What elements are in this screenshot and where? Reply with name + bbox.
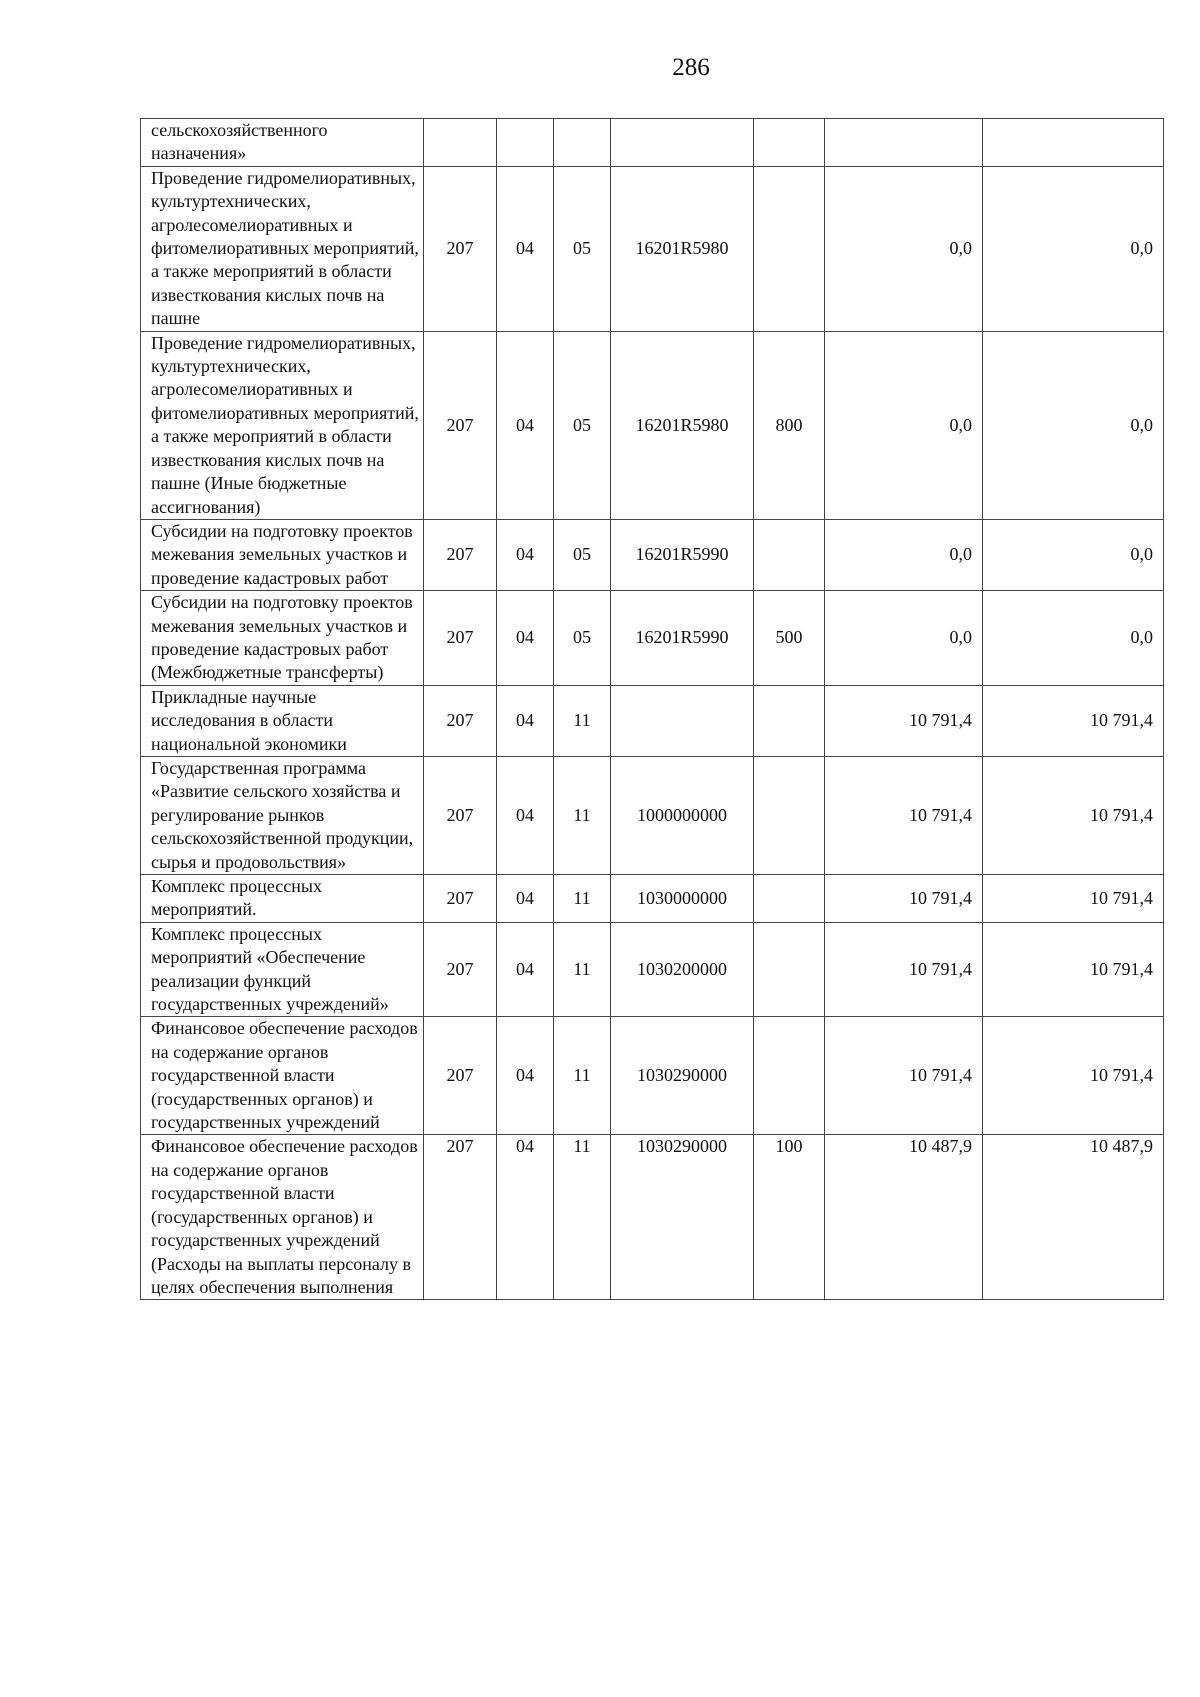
- row-pr: 11: [554, 1135, 611, 1300]
- row-sum2: 10 791,4: [983, 1017, 1164, 1135]
- row-ved: 207: [424, 922, 497, 1017]
- row-name: Проведение гидромелиоративных, культуртехнических, агролесомелиоративных и фитомелиоративных мероприятий, а также мероприятий в области известкования кислых почв на пашне: [141, 166, 424, 331]
- row-pr: [554, 119, 611, 167]
- row-ved: 207: [424, 591, 497, 686]
- row-csr: [611, 685, 754, 756]
- row-csr: 16201R5980: [611, 331, 754, 519]
- row-vr: 100: [754, 1135, 825, 1300]
- table-row: [141, 331, 1164, 519]
- row-csr: 16201R5980: [611, 166, 754, 331]
- row-sum2: [983, 119, 1164, 167]
- row-csr: 16201R5990: [611, 591, 754, 686]
- budget-table: [140, 118, 1164, 1300]
- row-vr: [754, 119, 825, 167]
- row-name: Финансовое обеспечение расходов на содержание органов государственной власти (государственных органов) и государственных учреждений (Расходы на выплаты персоналу в целях обеспечения выполнения: [141, 1135, 424, 1300]
- row-csr: 1000000000: [611, 756, 754, 874]
- table-row: [141, 922, 1164, 1017]
- row-csr: 1030200000: [611, 922, 754, 1017]
- row-vr: [754, 685, 825, 756]
- table-row: [141, 1135, 1164, 1300]
- row-vr: [754, 166, 825, 331]
- row-rz: 04: [497, 756, 554, 874]
- row-ved: [424, 119, 497, 167]
- row-pr: 05: [554, 166, 611, 331]
- row-vr: [754, 875, 825, 923]
- row-rz: 04: [497, 519, 554, 590]
- table-row: [141, 119, 1164, 167]
- row-ved: 207: [424, 875, 497, 923]
- row-name: Комплекс процессных мероприятий.: [141, 875, 424, 923]
- row-sum1: 10 487,9: [825, 1135, 983, 1300]
- row-rz: 04: [497, 166, 554, 331]
- row-pr: 11: [554, 756, 611, 874]
- row-sum2: 0,0: [983, 331, 1164, 519]
- row-name: Государственная программа «Развитие сельского хозяйства и регулирование рынков сельскохозяйственной продукции, сырья и продовольствия»: [141, 756, 424, 874]
- row-rz: 04: [497, 875, 554, 923]
- row-name: Субсидии на подготовку проектов межевания земельных участков и проведение кадастровых работ: [141, 519, 424, 590]
- row-rz: 04: [497, 591, 554, 686]
- row-rz: 04: [497, 1135, 554, 1300]
- row-sum1: 0,0: [825, 331, 983, 519]
- row-pr: 11: [554, 685, 611, 756]
- row-rz: 04: [497, 922, 554, 1017]
- table-row: [141, 875, 1164, 923]
- row-sum2: 10 487,9: [983, 1135, 1164, 1300]
- row-ved: 207: [424, 1135, 497, 1300]
- table-row: [141, 685, 1164, 756]
- row-name: Субсидии на подготовку проектов межевания земельных участков и проведение кадастровых работ (Межбюджетные трансферты): [141, 591, 424, 686]
- row-sum2: 10 791,4: [983, 875, 1164, 923]
- row-rz: 04: [497, 1017, 554, 1135]
- row-sum1: 0,0: [825, 591, 983, 686]
- row-sum2: 10 791,4: [983, 756, 1164, 874]
- row-pr: 11: [554, 875, 611, 923]
- row-rz: 04: [497, 685, 554, 756]
- row-sum2: 10 791,4: [983, 685, 1164, 756]
- row-csr: 1030000000: [611, 875, 754, 923]
- row-vr: [754, 922, 825, 1017]
- row-sum1: 10 791,4: [825, 756, 983, 874]
- row-ved: 207: [424, 756, 497, 874]
- row-sum2: 0,0: [983, 519, 1164, 590]
- row-name: сельскохозяйственного назначения»: [141, 119, 424, 167]
- row-rz: [497, 119, 554, 167]
- row-sum1: [825, 119, 983, 167]
- row-csr: 16201R5990: [611, 519, 754, 590]
- page-number: 286: [672, 54, 710, 81]
- table-row: [141, 756, 1164, 874]
- row-ved: 207: [424, 331, 497, 519]
- row-ved: 207: [424, 519, 497, 590]
- row-vr: 800: [754, 331, 825, 519]
- row-vr: [754, 756, 825, 874]
- row-sum2: 0,0: [983, 166, 1164, 331]
- row-name: Проведение гидромелиоративных, культуртехнических, агролесомелиоративных и фитомелиоративных мероприятий, а также мероприятий в области известкования кислых почв на пашне (Иные бюджетные ассигнования): [141, 331, 424, 519]
- row-pr: 11: [554, 1017, 611, 1135]
- table-row: [141, 166, 1164, 331]
- row-vr: [754, 1017, 825, 1135]
- row-csr: 1030290000: [611, 1135, 754, 1300]
- row-sum1: 10 791,4: [825, 922, 983, 1017]
- row-sum1: 0,0: [825, 166, 983, 331]
- row-vr: [754, 519, 825, 590]
- row-name: Комплекс процессных мероприятий «Обеспечение реализации функций государственных учреждений»: [141, 922, 424, 1017]
- row-pr: 05: [554, 591, 611, 686]
- row-csr: 1030290000: [611, 1017, 754, 1135]
- row-name: Прикладные научные исследования в области национальной экономики: [141, 685, 424, 756]
- table-row: [141, 591, 1164, 686]
- row-sum1: 10 791,4: [825, 1017, 983, 1135]
- row-pr: 05: [554, 331, 611, 519]
- row-ved: 207: [424, 685, 497, 756]
- row-sum1: 10 791,4: [825, 875, 983, 923]
- row-vr: 500: [754, 591, 825, 686]
- row-rz: 04: [497, 331, 554, 519]
- row-sum2: 10 791,4: [983, 922, 1164, 1017]
- row-ved: 207: [424, 1017, 497, 1135]
- table-row: [141, 1017, 1164, 1135]
- row-pr: 11: [554, 922, 611, 1017]
- table-row: [141, 519, 1164, 590]
- row-csr: [611, 119, 754, 167]
- row-sum1: 0,0: [825, 519, 983, 590]
- row-sum1: 10 791,4: [825, 685, 983, 756]
- row-ved: 207: [424, 166, 497, 331]
- row-name: Финансовое обеспечение расходов на содержание органов государственной власти (государственных органов) и государственных учреждений: [141, 1017, 424, 1135]
- row-pr: 05: [554, 519, 611, 590]
- row-sum2: 0,0: [983, 591, 1164, 686]
